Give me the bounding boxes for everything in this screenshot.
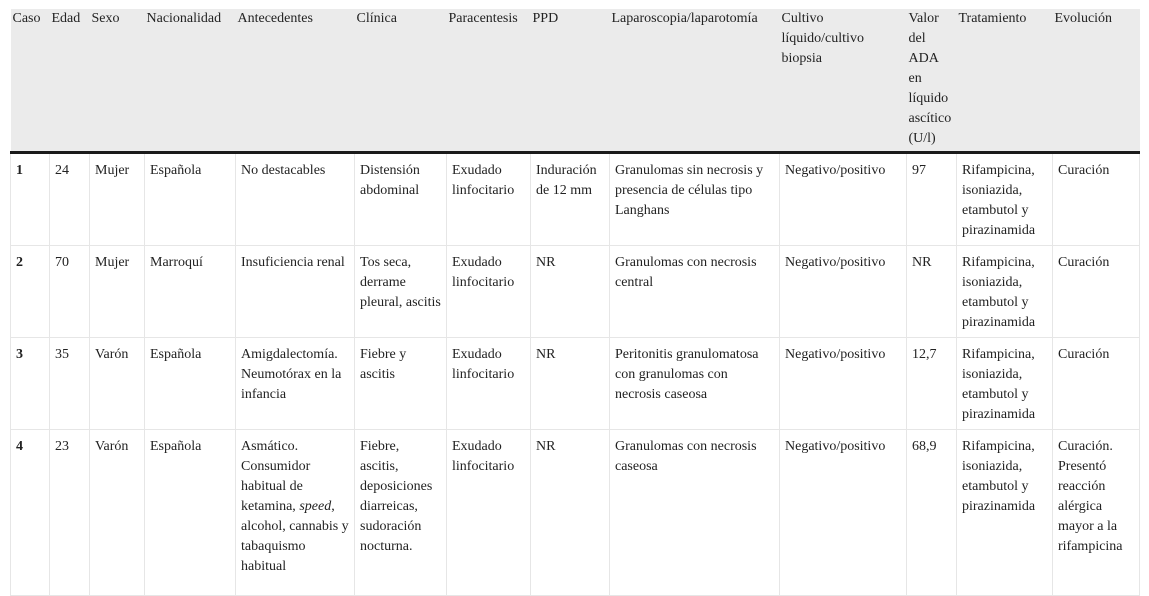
cell-paracentesis: Exudado linfocitario (447, 338, 531, 430)
table-row (11, 153, 1140, 246)
cell-ada: 68,9 (907, 430, 957, 596)
table-row (11, 338, 1140, 430)
cell-clinica: Tos seca, derrame pleural, ascitis (355, 246, 447, 338)
cell-tratamiento: Rifampicina, isoniazida, etambutol y pirazinamida (957, 430, 1053, 596)
cell-laparoscopia: Granulomas con necrosis central (610, 246, 780, 338)
cell-nacionalidad: Marroquí (145, 246, 236, 338)
cell-edad: 24 (50, 153, 90, 246)
cell-ppd: NR (531, 430, 610, 596)
header-clinica: Clínica (355, 9, 447, 153)
cell-clinica: Distensión abdominal (355, 153, 447, 246)
cell-laparoscopia: Peritonitis granulomatosa con granulomas con necrosis caseosa (610, 338, 780, 430)
cell-clinica: Fiebre, ascitis, deposiciones diarreicas, sudoración nocturna. (355, 430, 447, 596)
cell-nacionalidad: Española (145, 430, 236, 596)
cell-evolucion: Curación (1053, 246, 1140, 338)
cell-antecedentes: Amigdalectomía. Neumotórax en la infancia (236, 338, 355, 430)
cell-sexo: Varón (90, 430, 145, 596)
antecedentes-text-a: Asmático. Consumidor habitual de ketamina, (241, 439, 311, 514)
cell-ada: 97 (907, 153, 957, 246)
cell-ppd: NR (531, 246, 610, 338)
cell-ppd: NR (531, 338, 610, 430)
cell-nacionalidad: Española (145, 338, 236, 430)
cell-ada: 12,7 (907, 338, 957, 430)
cell-ada: NR (907, 246, 957, 338)
header-tratamiento: Tratamiento (957, 9, 1053, 153)
cell-tratamiento: Rifampicina, isoniazida, etambutol y pirazinamida (957, 153, 1053, 246)
cell-antecedentes (236, 430, 355, 596)
cell-antecedentes: Insuficiencia renal (236, 246, 355, 338)
cell-caso: 3 (11, 338, 50, 430)
case-table (10, 9, 1140, 596)
cell-antecedentes: No destacables (236, 153, 355, 246)
cell-sexo: Varón (90, 338, 145, 430)
cell-laparoscopia: Granulomas con necrosis caseosa (610, 430, 780, 596)
cell-evolucion: Curación. Presentó reacción alérgica mayor a la rifampicina (1053, 430, 1140, 596)
cell-paracentesis: Exudado linfocitario (447, 153, 531, 246)
cell-sexo: Mujer (90, 153, 145, 246)
case-table-container (10, 9, 1139, 596)
header-sexo: Sexo (90, 9, 145, 153)
header-nacionalidad: Nacionalidad (145, 9, 236, 153)
cell-sexo: Mujer (90, 246, 145, 338)
header-caso: Caso (11, 9, 50, 153)
cell-paracentesis: Exudado linfocitario (447, 246, 531, 338)
cell-evolucion: Curación (1053, 338, 1140, 430)
cell-clinica: Fiebre y ascitis (355, 338, 447, 430)
cell-caso: 4 (11, 430, 50, 596)
header-laparoscopia: Laparoscopia/laparotomía (610, 9, 780, 153)
cell-cultivo: Negativo/positivo (780, 153, 907, 246)
table-header-row (11, 9, 1140, 153)
cell-tratamiento: Rifampicina, isoniazida, etambutol y pirazinamida (957, 338, 1053, 430)
cell-cultivo: Negativo/positivo (780, 430, 907, 596)
cell-edad: 23 (50, 430, 90, 596)
cell-edad: 70 (50, 246, 90, 338)
cell-caso: 2 (11, 246, 50, 338)
header-antecedentes: Antecedentes (236, 9, 355, 153)
antecedentes-text-b: , alcohol, cannabis y tabaquismo habitual (241, 499, 349, 574)
antecedentes-text-italic: speed (299, 499, 332, 514)
cell-cultivo: Negativo/positivo (780, 246, 907, 338)
cell-tratamiento: Rifampicina, isoniazida, etambutol y pirazinamida (957, 246, 1053, 338)
cell-caso: 1 (11, 153, 50, 246)
header-ada: Valor del ADA en líquido ascítico (U/l) (907, 9, 957, 153)
cell-ppd: Induración de 12 mm (531, 153, 610, 246)
cell-paracentesis: Exudado linfocitario (447, 430, 531, 596)
cell-cultivo: Negativo/positivo (780, 338, 907, 430)
cell-laparoscopia: Granulomas sin necrosis y presencia de células tipo Langhans (610, 153, 780, 246)
cell-nacionalidad: Española (145, 153, 236, 246)
header-paracentesis: Paracentesis (447, 9, 531, 153)
header-ppd: PPD (531, 9, 610, 153)
cell-evolucion: Curación (1053, 153, 1140, 246)
table-row (11, 430, 1140, 596)
cell-edad: 35 (50, 338, 90, 430)
header-cultivo: Cultivo líquido/cultivo biopsia (780, 9, 907, 153)
header-edad: Edad (50, 9, 90, 153)
header-evolucion: Evolución (1053, 9, 1140, 153)
table-row (11, 246, 1140, 338)
